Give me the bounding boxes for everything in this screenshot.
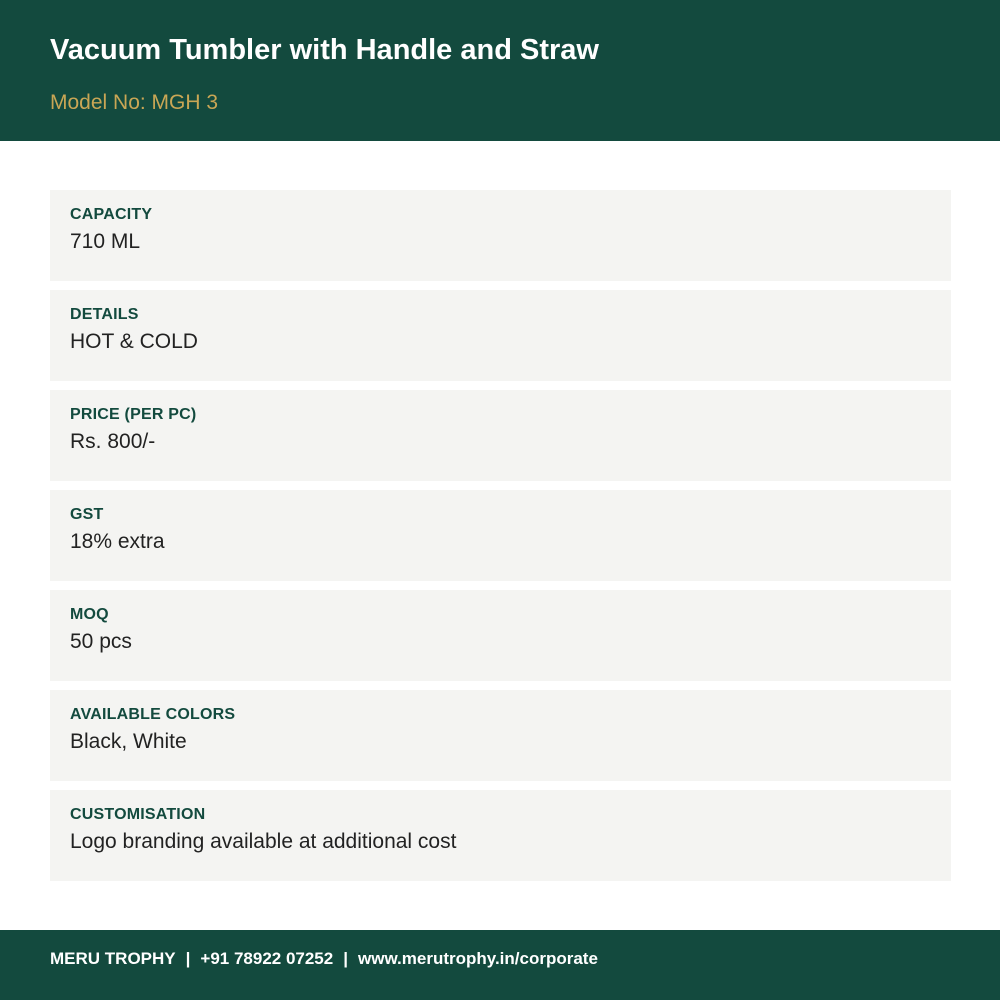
spec-card-moq: [50, 590, 951, 681]
spec-list: [50, 190, 951, 890]
spec-card-customisation: [50, 790, 951, 881]
spec-label: CAPACITY: [70, 206, 153, 223]
spec-value: 18% extra: [70, 530, 165, 553]
spec-label: AVAILABLE COLORS: [70, 706, 236, 723]
spec-card-gst: [50, 490, 951, 581]
footer-separator: |: [185, 949, 191, 968]
spec-card-colors: [50, 690, 951, 781]
spec-card-details: [50, 290, 951, 381]
spec-label: GST: [70, 506, 104, 523]
spec-label: CUSTOMISATION: [70, 806, 206, 823]
website-link[interactable]: www.merutrophy.in/corporate: [358, 949, 598, 968]
phone-number[interactable]: +91 78922 07252: [200, 949, 334, 968]
footer-separator: |: [343, 949, 348, 968]
footer-contact: [50, 949, 598, 969]
spec-label: MOQ: [70, 606, 109, 623]
model-number: Model No: MGH 3: [50, 91, 219, 114]
spec-label: PRICE (PER PC): [70, 406, 197, 423]
spec-value: Logo branding available at additional cost: [70, 830, 457, 853]
footer-bar: [0, 930, 1000, 1000]
spec-value: 710 ML: [70, 230, 141, 253]
spec-value: 50 pcs: [70, 630, 132, 653]
spec-value: HOT & COLD: [70, 330, 198, 353]
spec-value: Rs. 800/-: [70, 430, 156, 453]
page-title: Vacuum Tumbler with Handle and Straw: [50, 34, 599, 66]
spec-card-price: [50, 390, 951, 481]
company-name: MERU TROPHY: [50, 949, 176, 968]
spec-card-capacity: [50, 190, 951, 281]
header-banner: [0, 0, 1000, 141]
spec-label: DETAILS: [70, 306, 139, 323]
spec-value: Black, White: [70, 730, 187, 753]
